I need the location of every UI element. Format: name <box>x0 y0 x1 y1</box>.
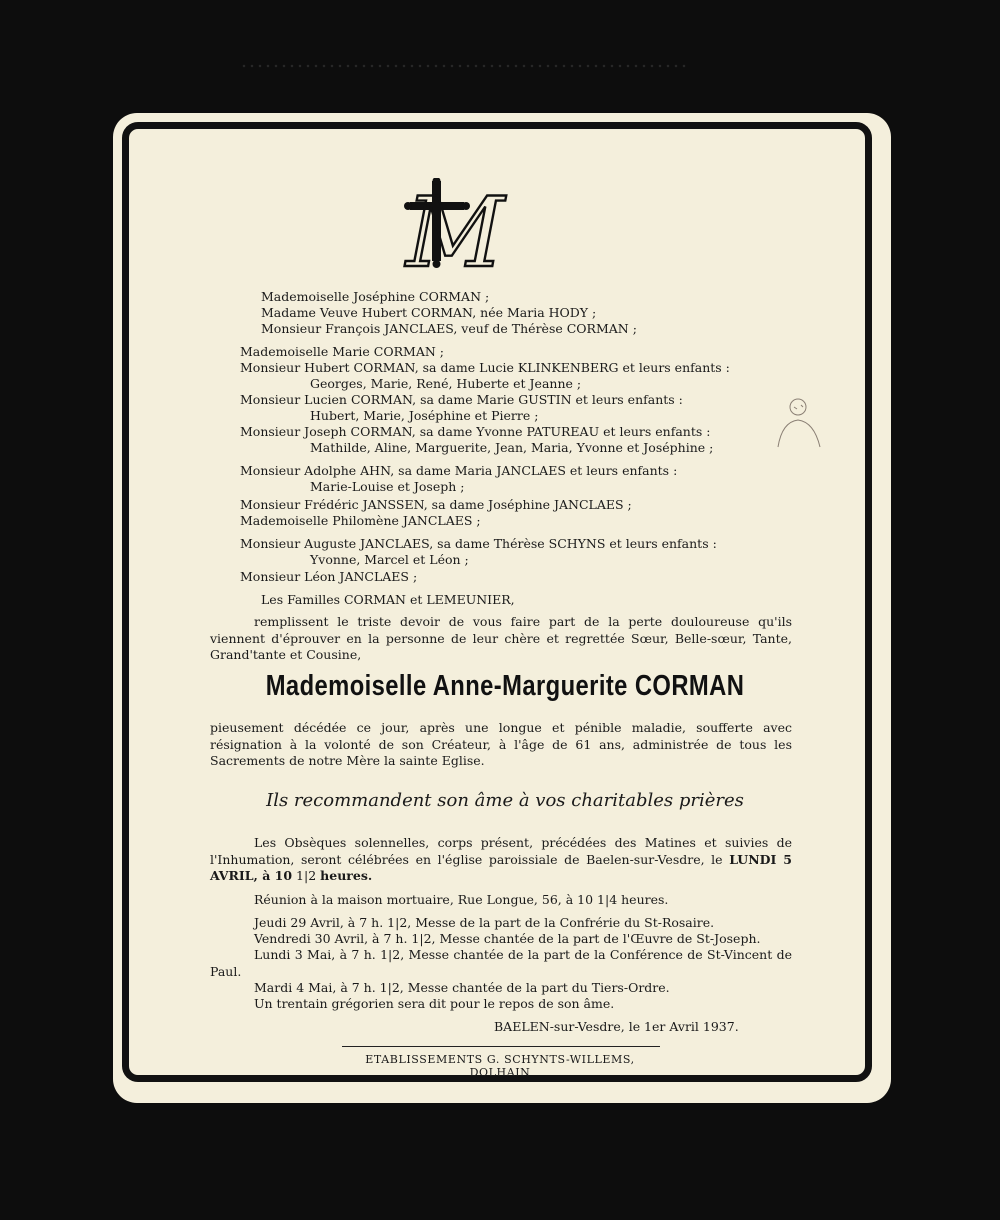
funeral-time-fraction: 1|2 <box>296 868 317 883</box>
family-line: Monsieur Léon JANCLAES ; <box>240 569 418 584</box>
family-line: Monsieur Adolphe AHN, sa dame Maria JANCLAES et leurs enfants : <box>240 463 678 478</box>
family-line: Yvonne, Marcel et Léon ; <box>310 552 469 567</box>
death-notice-paragraph: pieusement décédée ce jour, après une longue et pénible maladie, soufferte avec résignation à la volonté de son Créateur, à l'âge de 61 ans, administrée de tous les Sacrements de notre Mère la sainte Eglise. <box>210 720 792 768</box>
printer-credit: ETABLISSEMENTS G. SCHYNTS-WILLEMS, DOLHAIN <box>365 1053 635 1079</box>
svg-text:M: M <box>406 178 505 273</box>
family-line: Monsieur Joseph CORMAN, sa dame Yvonne PATUREAU et leurs enfants : <box>240 424 711 439</box>
mass-line: Un trentain grégorien sera dit pour le repos de son âme. <box>254 996 615 1011</box>
family-line: Monsieur Hubert CORMAN, sa dame Lucie KLINKENBERG et leurs enfants : <box>240 360 730 375</box>
family-line: Monsieur Frédéric JANSSEN, sa dame Joséphine JANCLAES ; <box>240 497 632 512</box>
funeral-date: LUNDI 5 AVRIL, à 10 <box>210 851 792 883</box>
mass-line: Lundi 3 Mai, à 7 h. 1|2, Messe chantée de la part de la Conférence de St-Vincent de Paul. <box>210 947 792 979</box>
family-line: Madame Veuve Hubert CORMAN, née Maria HODY ; <box>261 305 597 320</box>
family-line: Mademoiselle Marie CORMAN ; <box>240 344 444 359</box>
family-line: Mathilde, Aline, Marguerite, Jean, Maria, Yvonne et Joséphine ; <box>310 440 714 455</box>
family-line: Monsieur François JANCLAES, veuf de Thérèse CORMAN ; <box>261 321 637 336</box>
deceased-name: Mademoiselle Anne-Marguerite CORMAN <box>265 670 745 702</box>
family-line: Monsieur Lucien CORMAN, sa dame Marie GUSTIN et leurs enfants : <box>240 392 683 407</box>
mass-line: Mardi 4 Mai, à 7 h. 1|2, Messe chantée de la part du Tiers-Ordre. <box>254 980 670 995</box>
family-line: Les Familles CORMAN et LEMEUNIER, <box>261 592 515 607</box>
family-line: Georges, Marie, René, Huberte et Jeanne ; <box>310 376 582 391</box>
family-line: Marie-Louise et Joseph ; <box>310 479 465 494</box>
family-line: Monsieur Auguste JANCLAES, sa dame Thérèse SCHYNS et leurs enfants : <box>240 536 717 551</box>
funeral-text: Les Obsèques solennelles, corps présent, précédées des Matines et suivies de l'Inhumation, seront célébrées en l'église paroissiale de Baelen-sur-Vesdre, le <box>210 835 792 867</box>
divider <box>342 1046 660 1047</box>
family-line: Mademoiselle Philomène JANCLAES ; <box>240 513 481 528</box>
pencil-sketch-icon <box>768 392 830 454</box>
mass-line: Vendredi 30 Avril, à 7 h. 1|2, Messe chantée de la part de l'Œuvre de St-Joseph. <box>254 931 761 946</box>
perforation-marks <box>240 63 690 69</box>
cross-monogram-icon <box>398 178 540 273</box>
announcement-paragraph: remplissent le triste devoir de vous faire part de la perte douloureuse qu'ils viennent d'éprouver en la personne de leur chère et regrettée Sœur, Belle-sœur, Tante, Grand'tante et Cousine, <box>210 614 792 662</box>
family-line: Mademoiselle Joséphine CORMAN ; <box>261 289 490 304</box>
gathering-line: Réunion à la maison mortuaire, Rue Longue, 56, à 10 1|4 heures. <box>254 892 669 907</box>
funeral-time-unit: heures. <box>320 868 373 883</box>
funeral-paragraph <box>210 835 792 885</box>
place-date: BAELEN-sur-Vesdre, le 1er Avril 1937. <box>494 1019 739 1034</box>
family-line: Hubert, Marie, Joséphine et Pierre ; <box>310 408 539 423</box>
prayer-request: Ils recommandent son âme à vos charitables prières <box>266 790 744 811</box>
mass-line: Jeudi 29 Avril, à 7 h. 1|2, Messe de la part de la Confrérie du St-Rosaire. <box>254 915 715 930</box>
